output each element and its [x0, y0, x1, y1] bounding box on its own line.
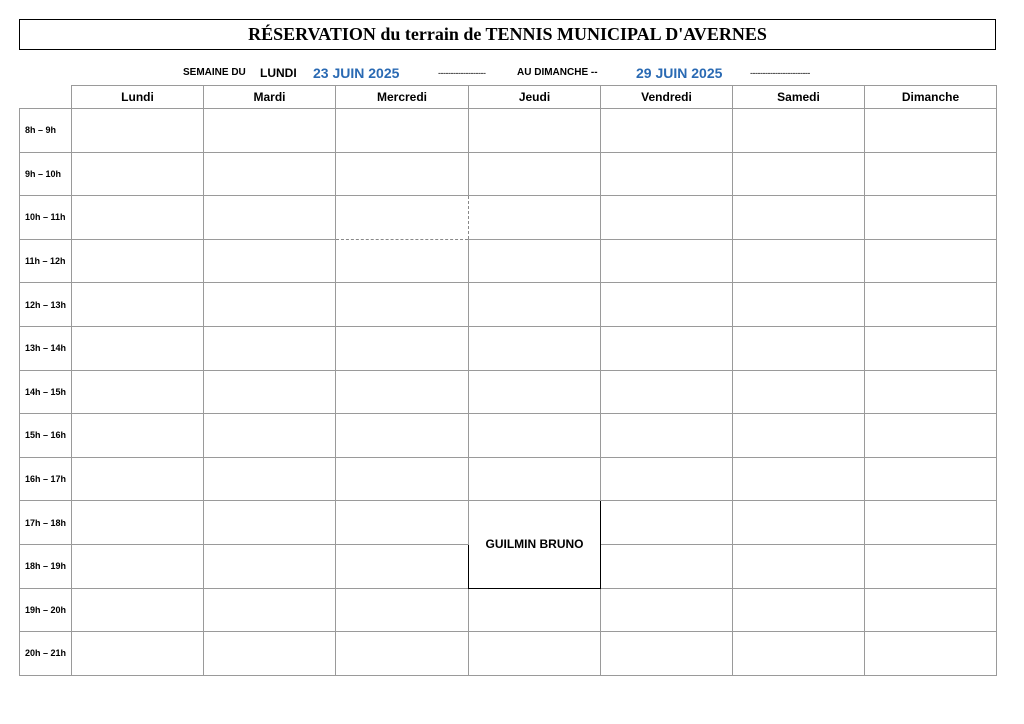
table-row [20, 152, 997, 196]
slot-cell[interactable] [865, 632, 997, 676]
slot-cell[interactable] [469, 109, 601, 153]
slot-cell[interactable] [469, 370, 601, 414]
page-title: RÉSERVATION du terrain de TENNIS MUNICIPAL D'AVERNES [19, 19, 996, 50]
day-header: Jeudi [469, 86, 601, 109]
day-header: Dimanche [865, 86, 997, 109]
table-row [20, 109, 997, 153]
slot-cell[interactable] [204, 414, 336, 458]
slot-cell[interactable] [72, 370, 204, 414]
slot-cell[interactable] [72, 414, 204, 458]
slot-cell[interactable] [733, 588, 865, 632]
slot-cell[interactable] [601, 414, 733, 458]
slot-cell[interactable] [865, 109, 997, 153]
slot-cell[interactable] [336, 501, 469, 545]
slot-cell[interactable] [469, 326, 601, 370]
hour-label: 15h – 16h [20, 414, 72, 458]
slot-cell[interactable] [601, 457, 733, 501]
table-row [20, 588, 997, 632]
week-dash-2: ------------------------ [750, 68, 810, 78]
day-header: Mardi [204, 86, 336, 109]
slot-cell[interactable] [204, 632, 336, 676]
slot-cell[interactable] [865, 588, 997, 632]
table-row [20, 632, 997, 676]
week-start-day: LUNDI [260, 66, 297, 80]
slot-cell[interactable] [601, 326, 733, 370]
hour-label: 16h – 17h [20, 457, 72, 501]
hour-label: 9h – 10h [20, 152, 72, 196]
slot-cell[interactable] [601, 370, 733, 414]
booking-slot[interactable]: GUILMIN BRUNO [469, 501, 601, 588]
slot-cell[interactable] [204, 239, 336, 283]
slot-cell[interactable] [204, 501, 336, 545]
slot-cell[interactable] [336, 326, 469, 370]
slot-cell[interactable] [469, 152, 601, 196]
slot-cell[interactable] [336, 588, 469, 632]
slot-cell[interactable] [601, 544, 733, 588]
slot-cell[interactable] [733, 632, 865, 676]
table-row [20, 414, 997, 458]
slot-cell[interactable] [469, 196, 601, 240]
slot-cell[interactable] [865, 196, 997, 240]
slot-cell[interactable] [733, 283, 865, 327]
slot-cell[interactable] [601, 196, 733, 240]
slot-cell[interactable] [336, 109, 469, 153]
day-header: Vendredi [601, 86, 733, 109]
slot-cell[interactable] [733, 457, 865, 501]
slot-cell[interactable] [601, 109, 733, 153]
slot-cell[interactable] [469, 414, 601, 458]
slot-cell[interactable] [865, 457, 997, 501]
slot-cell[interactable] [204, 544, 336, 588]
slot-cell[interactable] [72, 109, 204, 153]
reservation-grid [19, 85, 997, 676]
slot-cell[interactable] [336, 414, 469, 458]
slot-cell[interactable] [469, 457, 601, 501]
slot-cell[interactable] [601, 239, 733, 283]
slot-cell[interactable] [72, 152, 204, 196]
table-row [20, 239, 997, 283]
slot-cell[interactable] [733, 239, 865, 283]
slot-cell[interactable] [204, 152, 336, 196]
slot-cell[interactable] [733, 544, 865, 588]
table-row [20, 457, 997, 501]
slot-cell[interactable] [72, 239, 204, 283]
week-label: SEMAINE DU [183, 67, 246, 78]
week-start-date: 23 JUIN 2025 [313, 65, 400, 81]
slot-cell[interactable] [733, 326, 865, 370]
table-row [20, 196, 997, 240]
slot-cell[interactable] [72, 588, 204, 632]
slot-cell[interactable] [72, 632, 204, 676]
slot-cell[interactable] [204, 196, 336, 240]
day-header: Samedi [733, 86, 865, 109]
slot-cell[interactable] [72, 544, 204, 588]
slot-cell[interactable] [865, 326, 997, 370]
hour-label: 18h – 19h [20, 544, 72, 588]
hour-label: 19h – 20h [20, 588, 72, 632]
hour-label: 20h – 21h [20, 632, 72, 676]
slot-cell[interactable] [601, 501, 733, 545]
slot-cell[interactable] [865, 370, 997, 414]
table-row [20, 370, 997, 414]
hour-label: 12h – 13h [20, 283, 72, 327]
slot-cell[interactable] [733, 370, 865, 414]
week-line [0, 63, 1024, 83]
slot-cell[interactable] [469, 588, 601, 632]
hour-label: 10h – 11h [20, 196, 72, 240]
slot-cell[interactable] [72, 501, 204, 545]
table-row [20, 501, 997, 545]
slot-cell[interactable] [336, 544, 469, 588]
hour-label: 8h – 9h [20, 109, 72, 153]
slot-cell[interactable] [204, 109, 336, 153]
slot-cell[interactable] [469, 283, 601, 327]
slot-cell[interactable] [336, 632, 469, 676]
slot-cell[interactable] [733, 196, 865, 240]
slot-cell[interactable] [72, 283, 204, 327]
slot-cell[interactable] [336, 283, 469, 327]
slot-cell[interactable] [865, 414, 997, 458]
slot-cell[interactable] [865, 283, 997, 327]
slot-cell[interactable] [865, 501, 997, 545]
hour-label: 11h – 12h [20, 239, 72, 283]
day-header: Lundi [72, 86, 204, 109]
hour-label: 13h – 14h [20, 326, 72, 370]
slot-cell[interactable] [865, 239, 997, 283]
week-end-date: 29 JUIN 2025 [636, 65, 723, 81]
slot-cell[interactable] [204, 283, 336, 327]
slot-cell[interactable] [601, 152, 733, 196]
slot-cell[interactable] [204, 370, 336, 414]
hour-label: 14h – 15h [20, 370, 72, 414]
slot-cell[interactable] [733, 152, 865, 196]
slot-cell[interactable] [336, 239, 469, 283]
slot-cell[interactable] [336, 370, 469, 414]
hour-label: 17h – 18h [20, 501, 72, 545]
slot-cell[interactable] [336, 152, 469, 196]
week-end-label: AU DIMANCHE -- [517, 67, 598, 78]
slot-cell[interactable] [469, 632, 601, 676]
days-header-row [20, 86, 997, 109]
slot-cell[interactable] [733, 501, 865, 545]
slot-cell[interactable] [72, 196, 204, 240]
table-row [20, 283, 997, 327]
slot-cell[interactable] [601, 283, 733, 327]
slot-cell[interactable] [733, 414, 865, 458]
slot-cell[interactable] [72, 457, 204, 501]
slot-cell[interactable] [865, 544, 997, 588]
slot-cell[interactable] [865, 152, 997, 196]
slot-cell[interactable] [469, 239, 601, 283]
table-row [20, 326, 997, 370]
slot-cell[interactable] [601, 632, 733, 676]
slot-cell[interactable] [204, 326, 336, 370]
slot-cell[interactable] [204, 457, 336, 501]
slot-cell[interactable] [733, 109, 865, 153]
week-dash-1: ------------------- [438, 68, 486, 78]
slot-cell[interactable] [336, 196, 469, 240]
slot-cell[interactable] [204, 588, 336, 632]
slot-cell[interactable] [72, 326, 204, 370]
slot-cell[interactable] [336, 457, 469, 501]
day-header: Mercredi [336, 86, 469, 109]
slot-cell[interactable] [601, 588, 733, 632]
corner-cell [20, 86, 72, 109]
